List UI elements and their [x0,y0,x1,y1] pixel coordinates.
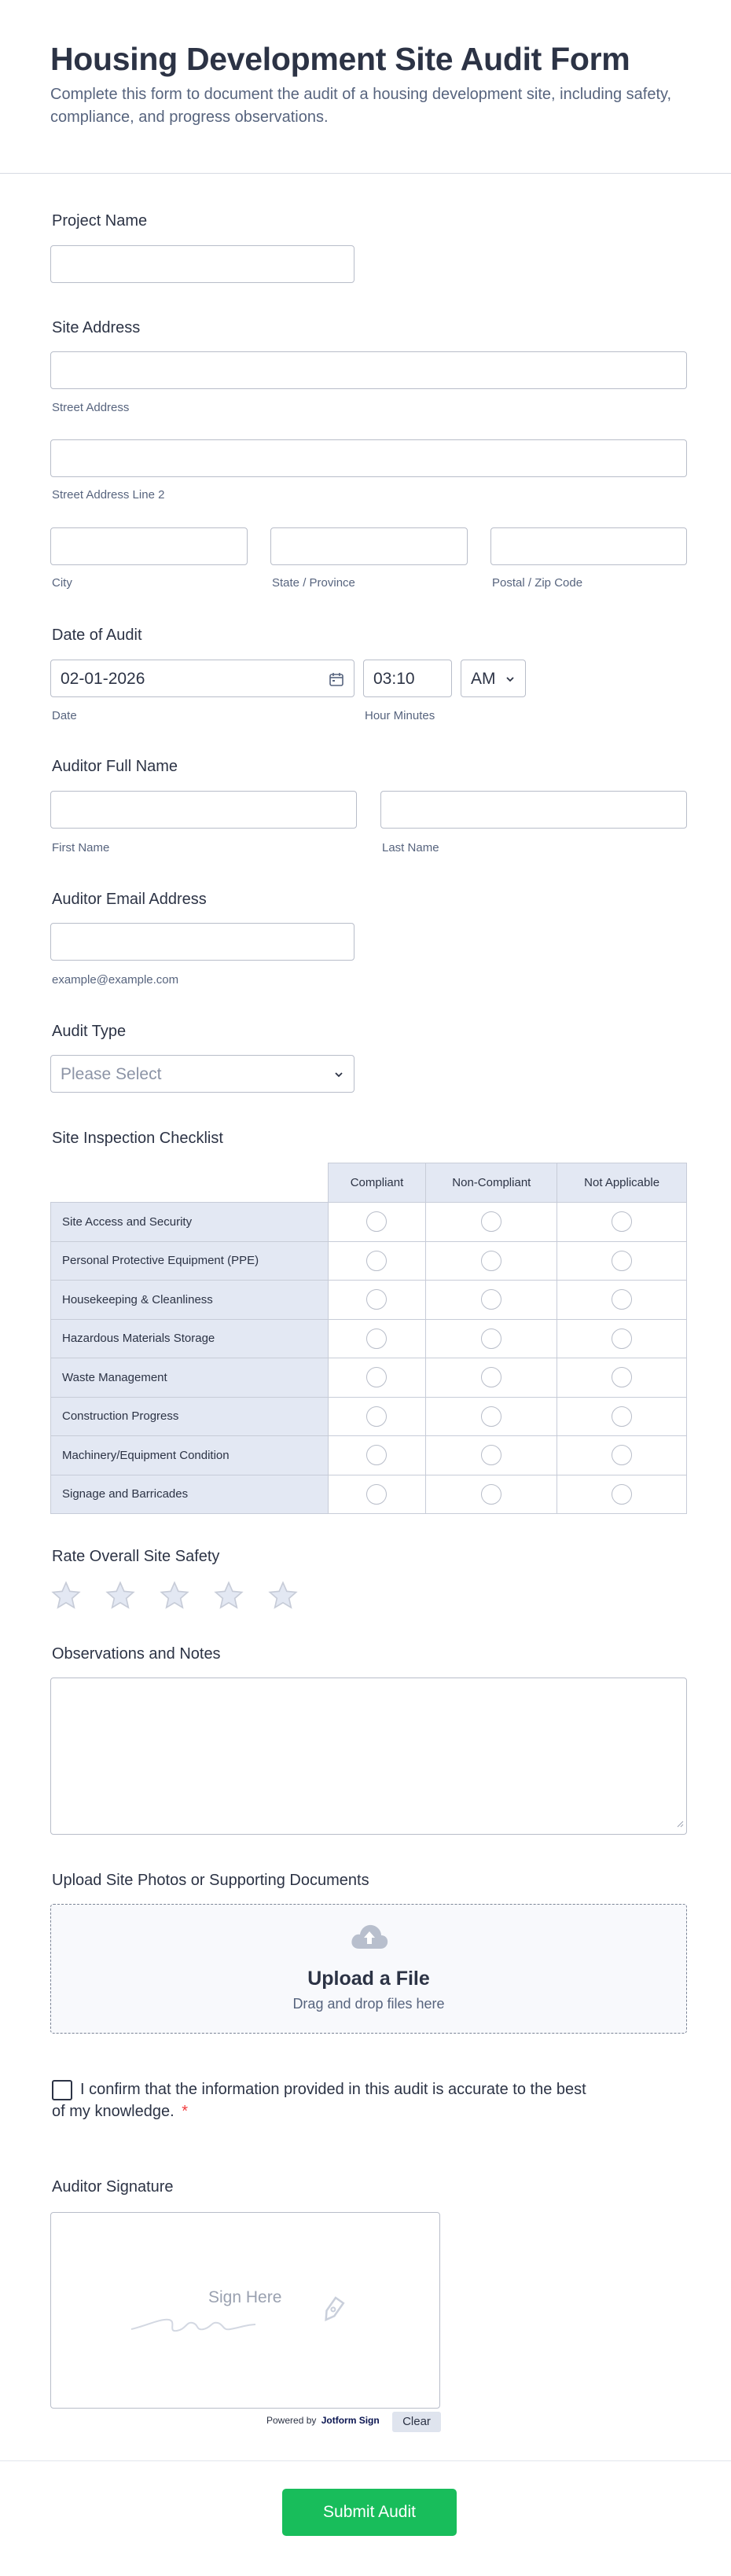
non-compliant-radio[interactable] [481,1211,501,1232]
signature-pad[interactable] [50,2212,440,2409]
date-of-audit-label: Date of Audit [52,627,142,644]
matrix-row [51,1436,687,1475]
non-compliant-radio[interactable] [481,1251,501,1271]
state-sublabel: State / Province [272,576,355,590]
project-name-input[interactable] [50,245,354,283]
compliant-radio[interactable] [366,1484,387,1505]
matrix-row-label: Housekeeping & Cleanliness [51,1281,329,1320]
star-icon[interactable] [267,1580,299,1615]
confirm-text: I confirm that the information provided in this audit is accurate to the best of my knowledge. [52,2081,586,2120]
matrix-row-label: Personal Protective Equipment (PPE) [51,1241,329,1281]
rating-label: Rate Overall Site Safety [52,1548,220,1565]
calendar-icon[interactable] [329,671,344,691]
compliant-radio[interactable] [366,1445,387,1465]
compliant-radio[interactable] [366,1251,387,1271]
city-sublabel: City [52,576,72,590]
compliant-radio[interactable] [366,1367,387,1387]
first-name-input[interactable] [50,791,357,829]
not-applicable-radio[interactable] [612,1445,632,1465]
star-icon[interactable] [159,1580,190,1615]
matrix-row [51,1319,687,1358]
cloud-upload-icon [350,1922,389,1954]
audit-type-label: Audit Type [52,1023,127,1040]
file-upload-dropzone[interactable] [50,1904,687,2034]
not-applicable-radio[interactable] [612,1211,632,1232]
submit-button[interactable]: Submit Audit [282,2489,457,2536]
not-applicable-radio[interactable] [612,1367,632,1387]
audit-type-placeholder: Please Select [61,1065,162,1083]
street-address-line2-sublabel: Street Address Line 2 [52,488,165,502]
project-name-label: Project Name [52,212,148,230]
not-applicable-radio[interactable] [612,1484,632,1505]
email-sublabel: example@example.com [52,973,179,987]
zip-input[interactable] [490,527,687,565]
ampm-value: AM [471,670,496,688]
matrix-row [51,1475,687,1514]
upload-label: Upload Site Photos or Supporting Documents [52,1872,369,1889]
matrix-row [51,1397,687,1436]
matrix-row-label: Signage and Barricades [51,1475,329,1514]
notes-textarea[interactable] [50,1678,687,1835]
not-applicable-radio[interactable] [612,1251,632,1271]
non-compliant-radio[interactable] [481,1406,501,1427]
time-input[interactable] [363,660,452,697]
matrix-corner [51,1163,329,1203]
powered-by-text: Powered by [266,2415,317,2426]
form-title: Housing Development Site Audit Form [50,41,630,77]
chevron-down-icon [333,1069,344,1084]
time-value: 03:10 [373,670,415,688]
matrix-row-label: Construction Progress [51,1397,329,1436]
non-compliant-radio[interactable] [481,1328,501,1349]
matrix-row-label: Waste Management [51,1358,329,1398]
matrix-column-header: Not Applicable [557,1163,687,1203]
star-icon[interactable] [50,1580,82,1615]
street-address-sublabel: Street Address [52,401,130,414]
street-address-input[interactable] [50,351,687,389]
resize-handle-icon[interactable] [676,1817,684,1832]
matrix-row [51,1203,687,1242]
powered-by [266,2415,380,2426]
signature-scribble-icon [130,2290,366,2341]
upload-hint: Drag and drop files here [292,1996,445,2012]
auditor-name-label: Auditor Full Name [52,758,178,775]
date-sublabel: Date [52,709,77,722]
matrix-row-label: Site Access and Security [51,1203,329,1242]
state-input[interactable] [270,527,468,565]
upload-title: Upload a File [307,1968,430,1990]
matrix-row [51,1281,687,1320]
compliant-radio[interactable] [366,1328,387,1349]
email-input[interactable] [50,923,354,961]
non-compliant-radio[interactable] [481,1367,501,1387]
star-icon[interactable] [105,1580,136,1615]
city-input[interactable] [50,527,248,565]
matrix-row-label: Hazardous Materials Storage [51,1319,329,1358]
chevron-down-icon [505,674,516,689]
email-label: Auditor Email Address [52,891,207,908]
first-name-sublabel: First Name [52,841,110,854]
non-compliant-radio[interactable] [481,1289,501,1310]
not-applicable-radio[interactable] [612,1406,632,1427]
ampm-select[interactable] [461,660,526,697]
matrix-column-header: Non-Compliant [426,1163,557,1203]
jotform-sign-brand: Jotform Sign [321,2415,380,2426]
header-divider [0,173,731,174]
matrix-row [51,1241,687,1281]
signature-label: Auditor Signature [52,2178,174,2196]
form-subtitle: Complete this form to document the audit of a housing development site, including safety, compliance, and progress observations. [50,86,672,126]
star-icon[interactable] [213,1580,244,1615]
date-value: 02-01-2026 [61,670,145,688]
compliant-radio[interactable] [366,1211,387,1232]
signature-placeholder: Sign Here [208,2288,282,2306]
date-input[interactable] [50,660,354,697]
not-applicable-radio[interactable] [612,1289,632,1310]
site-address-label: Site Address [52,319,141,336]
confirm-label[interactable] [52,2078,602,2122]
matrix-column-header: Compliant [328,1163,426,1203]
non-compliant-radio[interactable] [481,1484,501,1505]
not-applicable-radio[interactable] [612,1328,632,1349]
checklist-label: Site Inspection Checklist [52,1130,223,1147]
audit-type-select[interactable] [50,1055,354,1093]
required-asterisk: * [182,2103,188,2120]
matrix-row-label: Machinery/Equipment Condition [51,1436,329,1475]
clear-signature-button[interactable]: Clear [392,2412,441,2432]
last-name-sublabel: Last Name [382,841,439,854]
time-sublabel: Hour Minutes [365,709,435,722]
notes-label: Observations and Notes [52,1645,221,1663]
inspection-matrix [50,1163,687,1514]
compliant-radio[interactable] [366,1289,387,1310]
street-address-line2-input[interactable] [50,439,687,477]
last-name-input[interactable] [380,791,687,829]
matrix-row [51,1358,687,1398]
non-compliant-radio[interactable] [481,1445,501,1465]
footer-divider [0,2460,731,2461]
compliant-radio[interactable] [366,1406,387,1427]
zip-sublabel: Postal / Zip Code [492,576,583,590]
